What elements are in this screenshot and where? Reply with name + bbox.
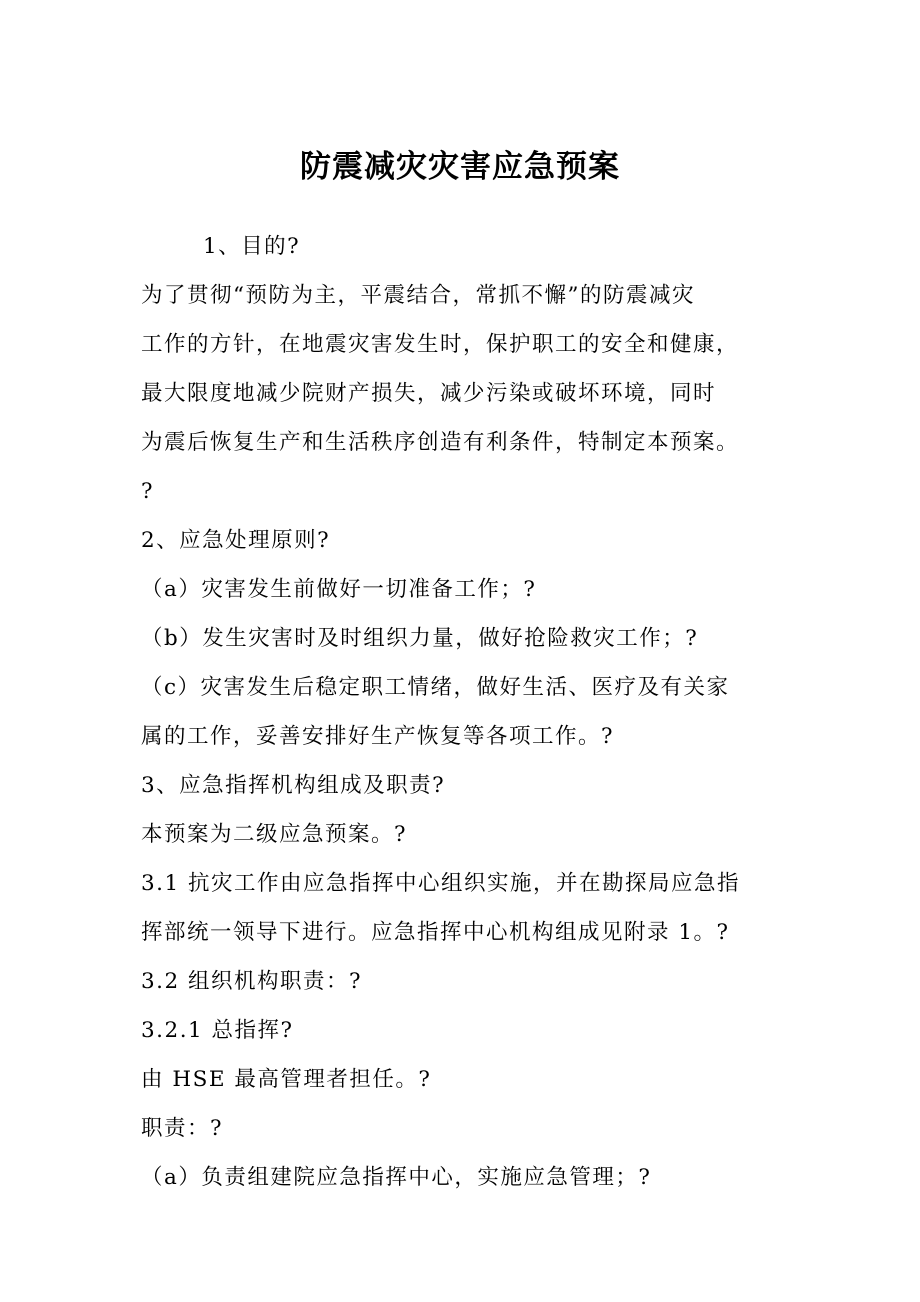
- document-body: [141, 222, 791, 1202]
- paragraph-line: ?: [141, 479, 155, 504]
- list-item: （c）灾害发生后稳定职工情绪，做好生活、医疗及有关家: [141, 675, 730, 700]
- paragraph-line: 职责：?: [141, 1116, 224, 1141]
- section-heading-principles: 2、应急处理原则?: [141, 528, 331, 553]
- paragraph-line: 工作的方针，在地震灾害发生时，保护职工的安全和健康，: [141, 332, 740, 357]
- paragraph-line: 由 HSE 最高管理者担任。?: [141, 1067, 432, 1092]
- document-title: 防震减灾灾害应急预案: [300, 149, 620, 185]
- list-item: （a）负责组建院应急指挥中心，实施应急管理；?: [141, 1165, 652, 1190]
- list-item: （a）灾害发生前做好一切准备工作；?: [141, 577, 537, 602]
- section-heading-command: 3、应急指挥机构组成及职责?: [141, 773, 446, 798]
- paragraph-line: 本预案为二级应急预案。?: [141, 822, 408, 847]
- list-item: （b）发生灾害时及时组织力量，做好抢险救灾工作；?: [141, 626, 699, 651]
- paragraph-line: 为了贯彻“预防为主，平震结合，常抓不懈”的防震减灾: [141, 283, 695, 308]
- paragraph-line: 挥部统一领导下进行。应急指挥中心机构组成见附录 1。?: [141, 920, 730, 945]
- paragraph-line: 3.1 抗灾工作由应急指挥中心组织实施，并在勘探局应急指: [141, 871, 741, 896]
- paragraph-line: 最大限度地减少院财产损失，减少污染或破坏环境，同时: [141, 381, 717, 406]
- subsection-heading: 3.2.1 总指挥?: [141, 1018, 294, 1043]
- paragraph-line: 属的工作，妥善安排好生产恢复等各项工作。?: [141, 724, 615, 749]
- paragraph-line: 为震后恢复生产和生活秩序创造有利条件，特制定本预案。: [141, 430, 740, 455]
- section-heading-purpose: 1、目的?: [203, 234, 301, 259]
- subsection-heading: 3.2 组织机构职责：?: [141, 969, 363, 994]
